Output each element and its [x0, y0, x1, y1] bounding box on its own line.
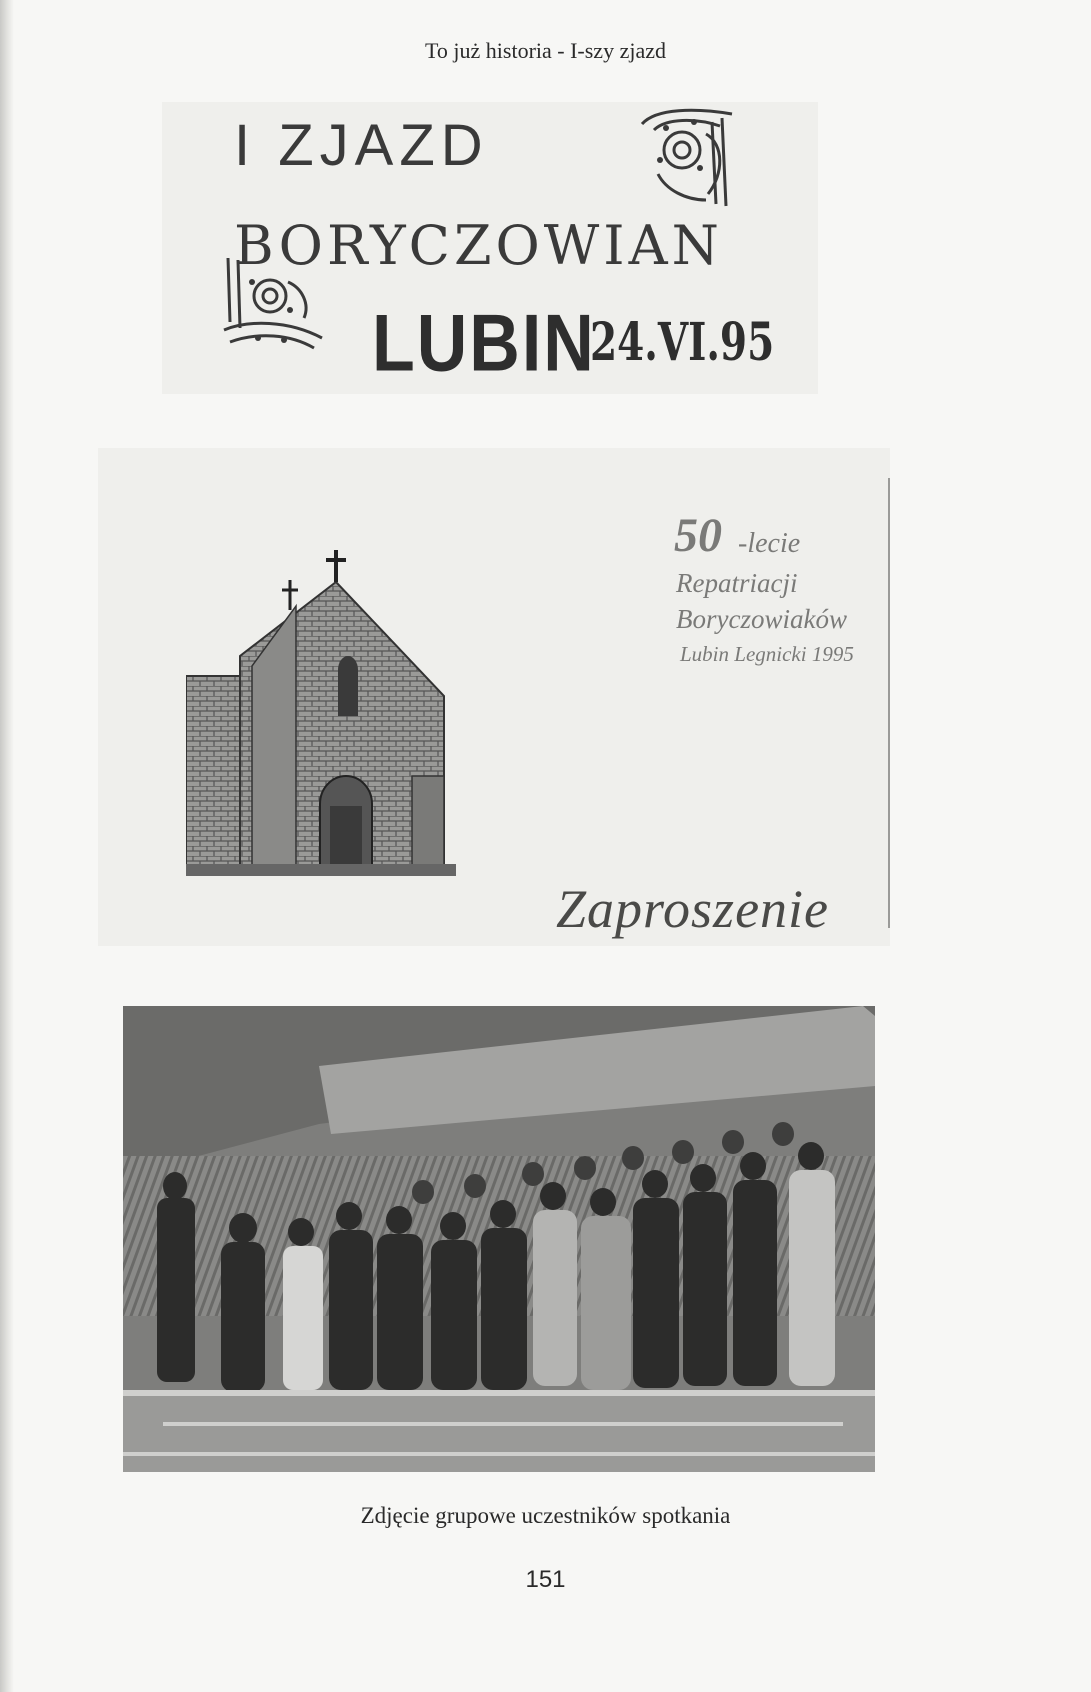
church-illustration-icon: [186, 546, 456, 876]
page-number: 151: [525, 1566, 566, 1593]
invitation-border-line: [888, 478, 890, 928]
ornament-bottom-left-icon: [218, 252, 330, 352]
group-photo-image: [123, 1006, 875, 1472]
invitation-line4: Lubin Legnicki 1995: [680, 642, 854, 666]
running-head: To już historia - I-szy zjazd: [425, 38, 666, 63]
invitation-panel: [98, 448, 890, 946]
invitation-line3: Boryczowiaków: [676, 604, 847, 634]
heading-panel: [162, 102, 818, 394]
scan-edge: [0, 0, 14, 1692]
ornament-top-right-icon: [636, 104, 738, 208]
invitation-line2: Repatriacji: [676, 568, 798, 598]
heading-line1: I ZJAZD: [234, 113, 489, 178]
heading-city: LUBIN: [372, 298, 596, 388]
photo-caption: Zdjęcie grupowe uczestników spotkania: [360, 1503, 731, 1528]
heading-date: 24.VI.95: [590, 312, 775, 373]
invitation-suffix: -lecie: [738, 528, 801, 559]
invitation-number: 50: [674, 509, 722, 562]
invitation-word: Zaproszenie: [556, 879, 830, 939]
heading-line2: BORYCZOWIAN: [234, 214, 723, 277]
group-photo: [123, 1006, 875, 1472]
